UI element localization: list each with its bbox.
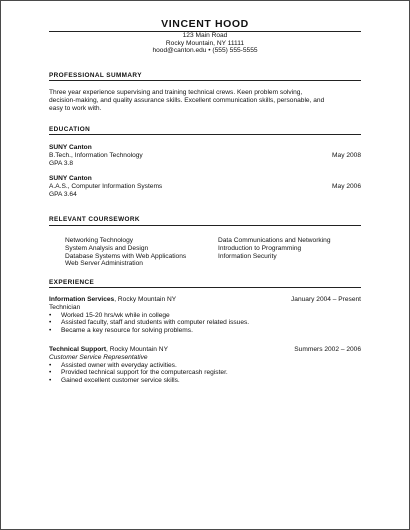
degree-date: May 2006 <box>332 182 361 190</box>
course-item: Data Communications and Networking <box>218 237 331 244</box>
summary-text <box>49 89 361 112</box>
course-item: Introduction to Programming <box>218 244 302 252</box>
degree-date: May 2008 <box>332 151 361 159</box>
job-bullet: • Provided technical support for the computercash register. <box>49 369 361 377</box>
job-bullets <box>49 362 361 385</box>
summary-line: Three year experience supervising and training technical crews. Keen problem solving, <box>49 89 303 96</box>
summary-rule <box>49 80 361 81</box>
job-location: , Rocky Mountain NY <box>106 346 168 353</box>
job-dates: Summers 2002 – 2006 <box>294 346 361 353</box>
coursework-left-column <box>65 237 186 268</box>
job-org: Information Services <box>49 296 115 303</box>
experience-rule <box>49 287 361 288</box>
coursework-right-column <box>218 237 331 260</box>
contact-block <box>1 32 409 55</box>
course-item: Database Systems with Web Applications <box>65 252 187 260</box>
job-role: Technician <box>49 303 81 311</box>
education-entry <box>49 175 361 198</box>
job-bullet: • Assisted faculty, staff and students with computer related issues. <box>49 319 361 327</box>
coursework-rule <box>49 225 361 226</box>
experience-heading: EXPERIENCE <box>49 279 95 286</box>
education-rule <box>49 134 361 135</box>
job-bullet: • Became a key resource for solving problems. <box>49 327 361 335</box>
degree-name: B.Tech., Information Technology <box>49 151 143 159</box>
gpa: GPA 3.8 <box>49 159 74 167</box>
job-org: Technical Support <box>49 346 107 353</box>
address-line: 123 Main Road <box>182 32 228 39</box>
gpa: GPA 3.64 <box>49 190 77 198</box>
job-entry <box>49 346 361 385</box>
course-item: Web Server Administration <box>65 260 143 268</box>
email-phone-line: hood@canton.edu • (555) 555-5555 <box>152 47 258 55</box>
degree-name: A.A.S., Computer Information Systems <box>49 182 163 190</box>
course-item: Networking Technology <box>65 237 134 244</box>
education-heading: EDUCATION <box>49 126 91 133</box>
job-dates: January 2004 – Present <box>290 296 361 303</box>
job-location: , Rocky Mountain NY <box>114 296 177 303</box>
job-bullets <box>49 312 361 335</box>
summary-line: easy to work with. <box>49 104 102 112</box>
course-item: Information Security <box>218 252 277 260</box>
summary-heading: PROFESSIONAL SUMMARY <box>49 72 142 79</box>
school-name: SUNY Canton <box>49 175 92 182</box>
school-name: SUNY Canton <box>49 144 92 151</box>
course-item: System Analysis and Design <box>65 244 149 252</box>
city-line: Rocky Mountain, NY 11111 <box>165 39 245 47</box>
resume-name: VINCENT HOOD <box>161 18 249 30</box>
education-entry <box>49 144 361 167</box>
job-bullet: • Assisted owner with everyday activities. <box>49 362 361 370</box>
job-bullet: • Worked 15-20 hrs/wk while in college <box>49 312 361 320</box>
job-bullet: • Gained excellent customer service skills. <box>49 377 361 385</box>
job-entry <box>49 296 361 335</box>
summary-line: decision-making, and quality assurance skills. Excellent communication skills, personable, and <box>49 96 325 104</box>
coursework-heading: RELEVANT COURSEWORK <box>49 216 140 223</box>
job-role: Customer Service Representative <box>49 353 148 361</box>
